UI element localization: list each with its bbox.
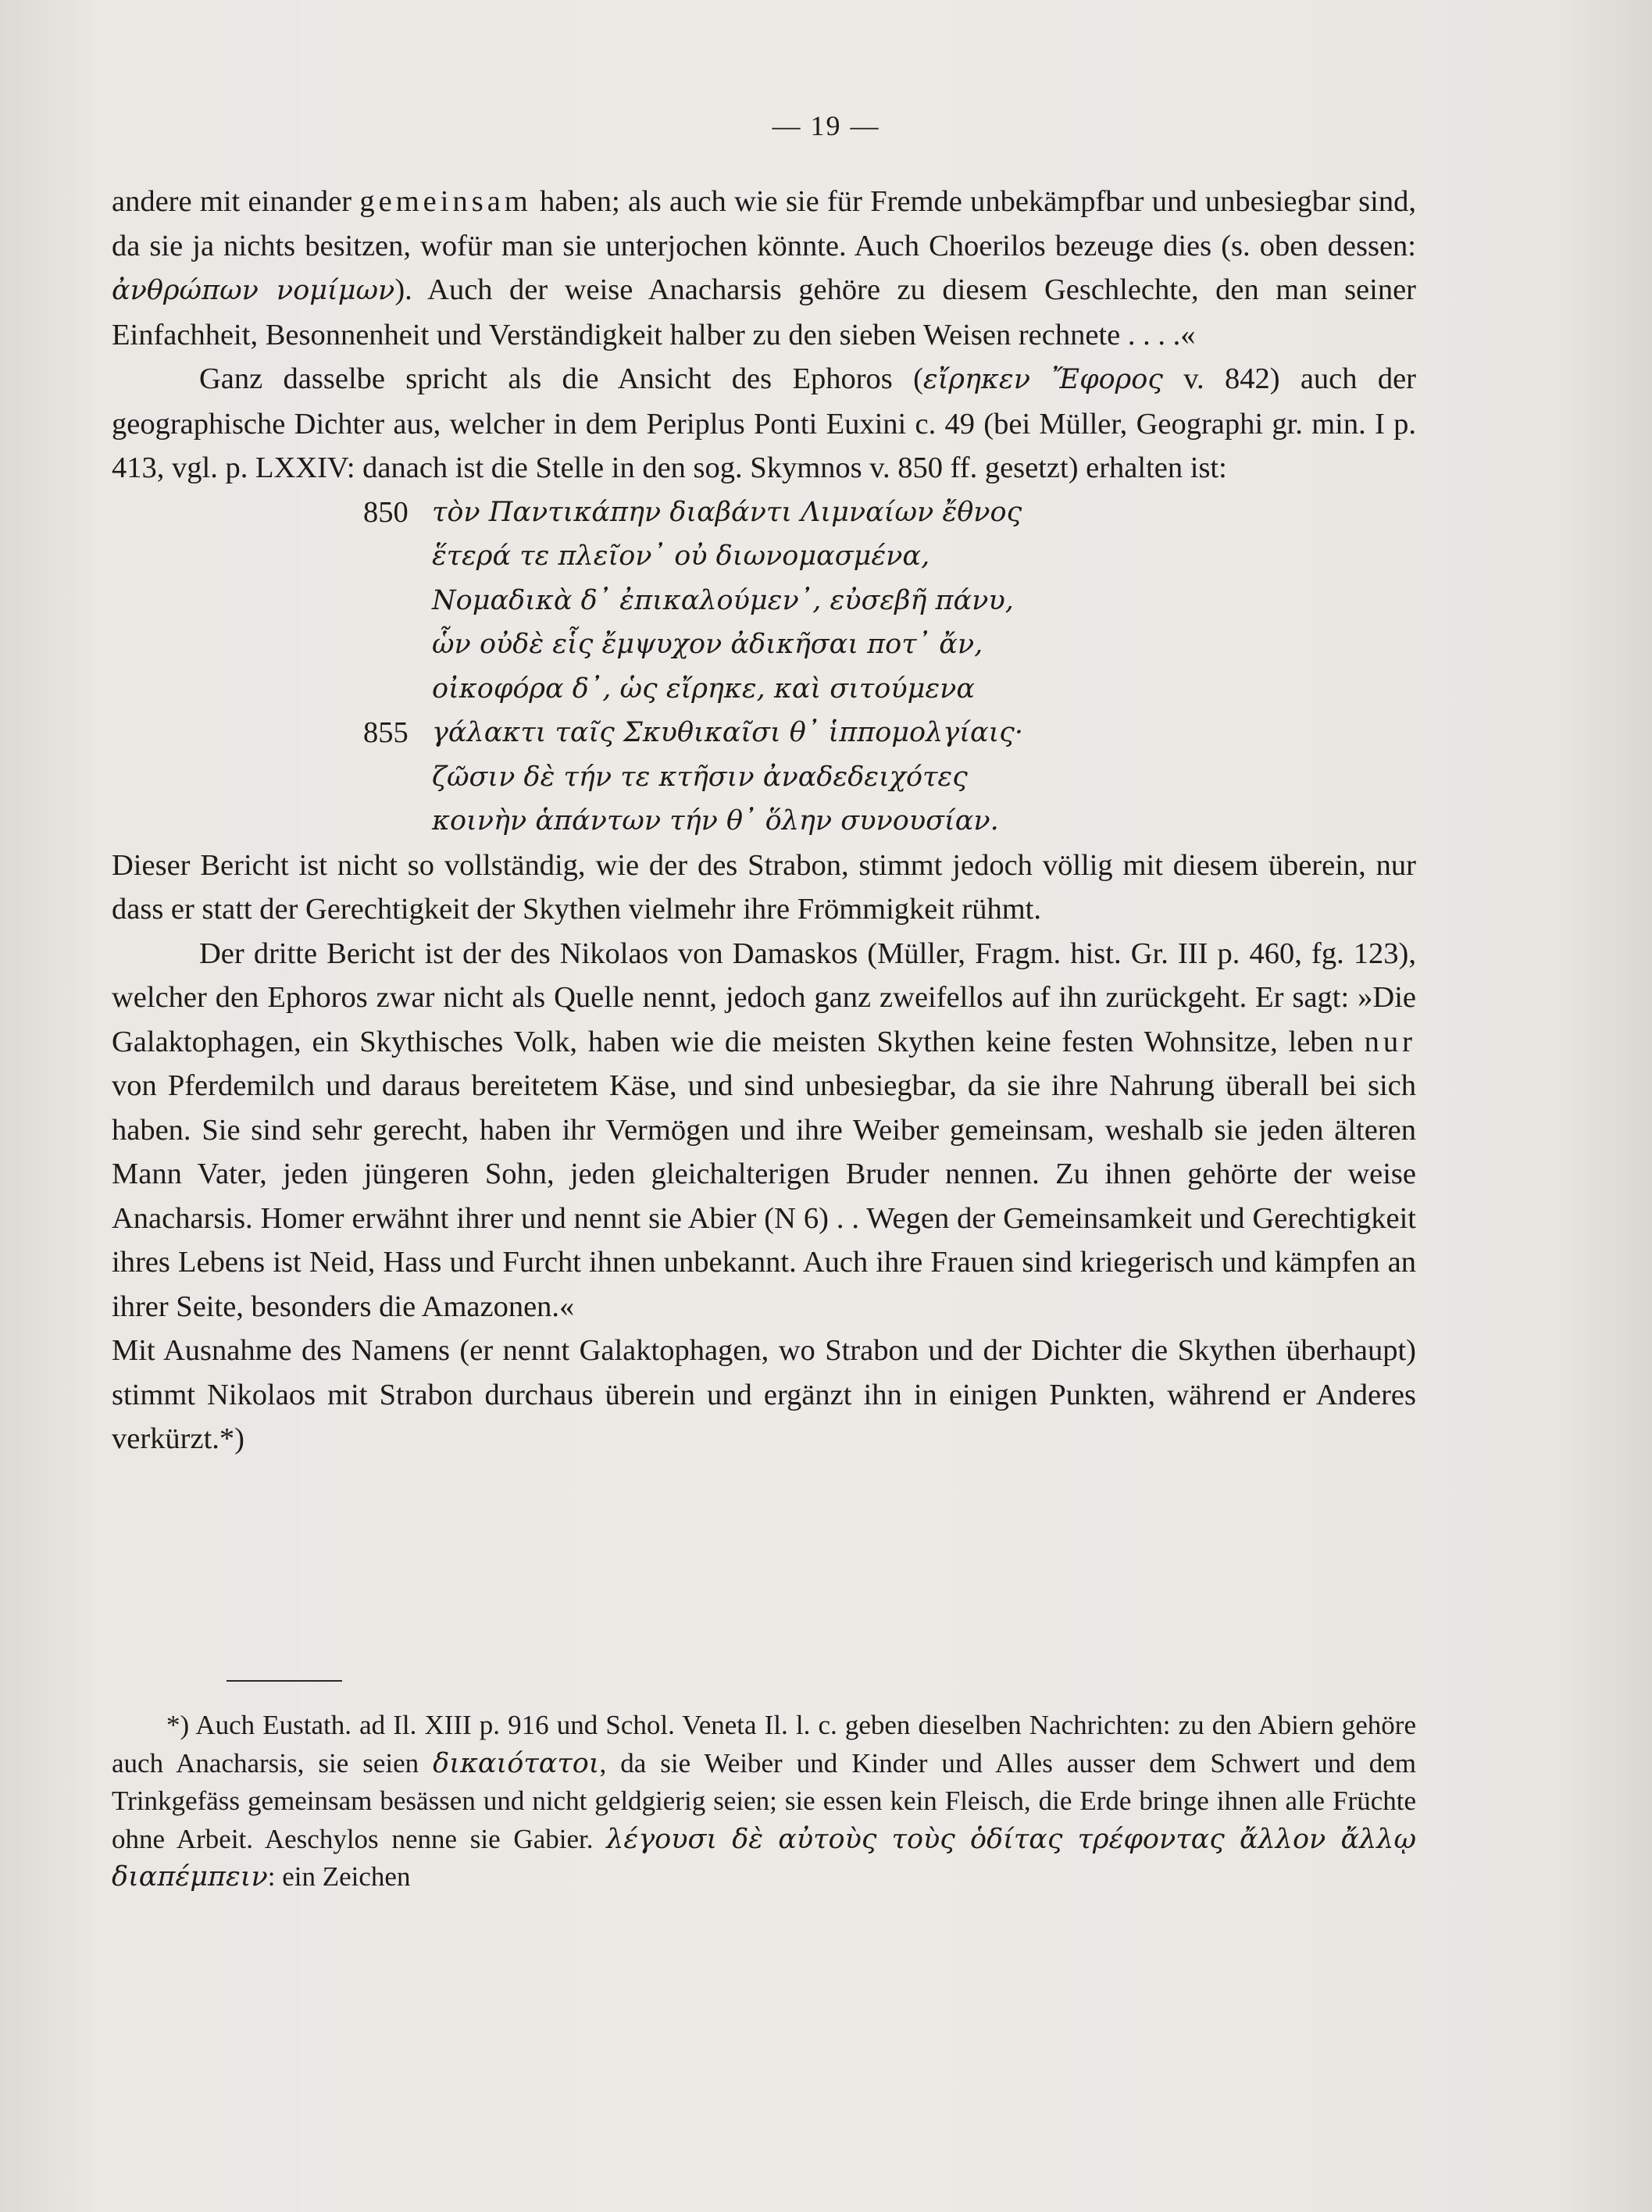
footnote-text bbox=[112, 1707, 1416, 1896]
verse-text: ὧν οὐδὲ εἷς ἔμψυχον ἀδικῆσαι ποτ᾽ ἄν, bbox=[432, 629, 983, 660]
text-run: Der dritte Bericht ist der des Nikolaos von Damaskos (Müller, Fragm. hist. Gr. III p. 460, fg. 123), welcher den Ephoros zwar nicht als Quelle nennt, jedoch ganz zweifellos auf ihn zurückgeht. Er sagt: »Die Galaktophagen, ein Skythisches Volk, haben wie die meisten Skythen keine festen Wohnsitze, leben bbox=[112, 937, 1416, 1058]
verse-text: Νομαδικὰ δ᾽ ἐπικαλούμεν᾽, εὐσεβῆ πάνυ, bbox=[432, 584, 1014, 616]
paragraph-3: Dieser Bericht ist nicht so vollständig, wie der des Strabon, stimmt jedoch völlig mit diesem überein, nur dass er statt der Gerechtigkeit der Skythen vielmehr ihre Frömmigkeit rühmt. bbox=[112, 848, 1416, 926]
paragraph-5: Mit Ausnahme des Namens (er nennt Galaktophagen, wo Strabon und der Dichter die Skythen überhaupt) stimmt Nikolaos mit Strabon durchaus überein und ergänzt ihn in einigen Punkten, während er Anderes verkürzt.*) bbox=[112, 1334, 1416, 1455]
text-run: v. 842) auch der geographische Dichter aus, welcher in dem Periplus Ponti Euxini c. 49 (bei Müller, Geographi gr. min. I p. 413, vgl. p. LXXIV: danach ist die Stelle in den sog. Skymnos v. 850 ff. gesetzt) erhalten ist: bbox=[112, 362, 1417, 484]
verse-text: ἕτερά τε πλεῖον᾽ οὐ διωνομασμένα, bbox=[432, 541, 930, 572]
greek-quote: λέγουσι δὲ αὐτοὺς τοὺς ὁδίτας τρέφοντας ἄλλον ἄλλῳ διαπέμπειν bbox=[112, 1823, 1416, 1893]
verse-block bbox=[112, 491, 1416, 844]
verse-line bbox=[112, 623, 1416, 667]
text-run: *) Auch Eustath. ad Il. XIII p. 916 und Schol. Veneta Il. l. c. geben dieselben Nachrichten: zu den Abiern gehöre auch Anacharsis, sie seien bbox=[112, 1710, 1416, 1779]
text-run: haben; als auch wie sie für Fremde unbekämpfbar und unbesiegbar sind, da sie ja nichts besitzen, wofür man sie unterjochen könnte. Auch Choerilos bezeuge dies (s. oben dessen: bbox=[112, 185, 1416, 262]
verse-text: τὸν Παντικάπην διαβάντι Λιμναίων ἔθνος bbox=[432, 496, 1022, 528]
footnote bbox=[112, 1707, 1416, 1896]
greek-quote: δικαιότατοι bbox=[433, 1747, 600, 1779]
page-number: — 19 — bbox=[772, 110, 880, 141]
verse-line bbox=[112, 711, 1416, 755]
greek-quote: ἀνθρώπων νομίμων bbox=[112, 275, 395, 306]
verse-line bbox=[112, 579, 1416, 623]
spaced-emphasis: nur bbox=[1364, 1025, 1416, 1058]
verse-line bbox=[112, 799, 1416, 844]
main-text bbox=[112, 180, 1416, 1461]
verse-text: γάλακτι ταῖς Σκυθικαῖσι θ᾽ ἱππομολγίαις· bbox=[432, 717, 1024, 748]
verse-line bbox=[112, 755, 1416, 800]
footnote-divider bbox=[227, 1680, 342, 1682]
text-run: andere mit einander bbox=[112, 185, 360, 218]
verse-text: οἰκοφόρα δ᾽, ὡς εἴρηκε, καὶ σιτούμενα bbox=[432, 673, 976, 705]
text-run: , da sie Weiber und Kinder und Alles ausser dem Schwert und dem Trinkgefäss gemeinsam besässen und nicht geldgierig seien; sie essen kein Fleisch, die Erde bringe ihnen alle Früchte ohne Arbeit. Aeschylos nenne sie Gabier. bbox=[112, 1747, 1416, 1854]
verse-text: ζῶσιν δὲ τήν τε κτῆσιν ἀναδεδειχότες bbox=[432, 761, 968, 793]
verse-line bbox=[112, 491, 1416, 535]
verse-text: κοινὴν ἁπάντων τήν θ᾽ ὅλην συνουσίαν. bbox=[432, 805, 999, 837]
verse-line bbox=[112, 534, 1416, 579]
verse-number: 855 bbox=[363, 716, 409, 749]
paragraph-1 bbox=[112, 180, 1416, 357]
text-run: ). Auch der weise Anacharsis gehöre zu diesem Geschlechte, den man seiner Einfachheit, Besonnenheit und Verständigkeit halber zu den sieben Weisen rechnete . . . .« bbox=[112, 273, 1416, 351]
paragraph-4 bbox=[112, 932, 1416, 1329]
greek-quote: εἴρηκεν Ἔφορος bbox=[922, 364, 1163, 395]
spaced-emphasis: gemeinsam bbox=[359, 185, 532, 218]
text-run: Ganz dasselbe spricht als die Ansicht des Ephoros ( bbox=[199, 362, 923, 395]
verse-line bbox=[112, 667, 1416, 712]
text-run: : ein Zeichen bbox=[267, 1861, 411, 1892]
text-run: von Pferdemilch und daraus bereitetem Käse, und sind unbesiegbar, da sie ihre Nahrung überall bei sich haben. Sie sind sehr gerecht, haben ihr Vermögen und ihre Weiber gemeinsam, weshalb sie jeden älteren Mann Vater, jeden jüngeren Sohn, jeden gleichalterigen Bruder nennen. Zu ihnen gehörte der weise Anacharsis. Homer erwähnt ihrer und nennt sie Abier (N 6) . . Wegen der Gemeinsamkeit und Gerechtigkeit ihres Lebens ist Neid, Hass und Furcht ihnen unbekannt. Auch ihre Frauen sind kriegerisch und kämpfen an ihrer Seite, besonders die Amazonen.« bbox=[112, 1069, 1416, 1323]
paragraph-2 bbox=[112, 357, 1416, 491]
verse-number: 850 bbox=[363, 495, 409, 529]
